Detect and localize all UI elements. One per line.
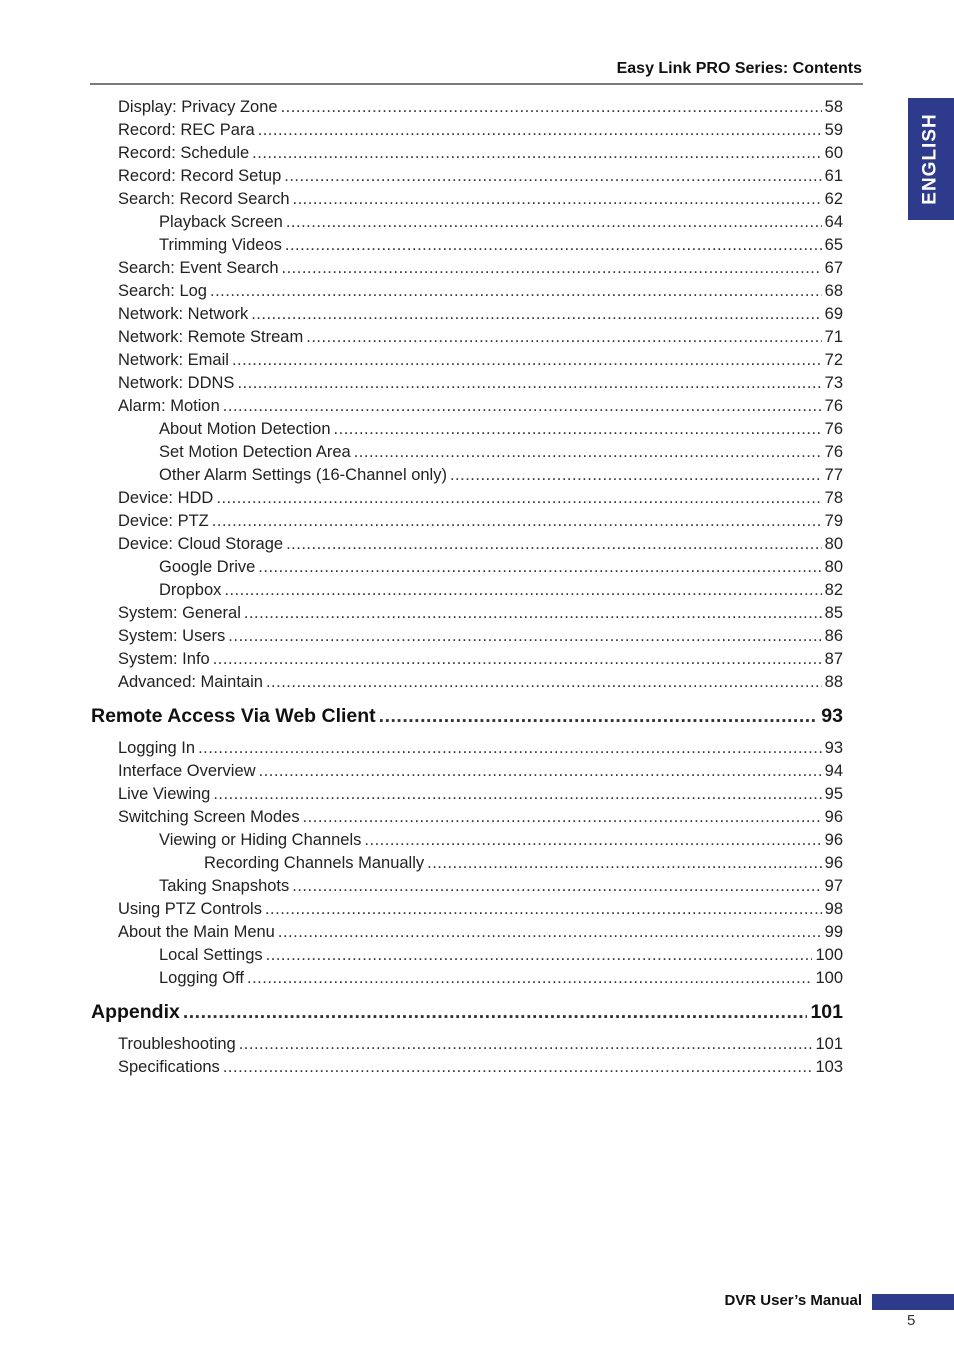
toc-entry[interactable]	[118, 625, 843, 648]
dot-leader	[303, 806, 822, 829]
dot-leader	[286, 533, 822, 556]
toc-entry-page: 101	[810, 1001, 843, 1023]
toc-entry[interactable]	[159, 464, 843, 487]
toc-entry[interactable]	[118, 671, 843, 694]
toc-entry-page: 80	[824, 535, 843, 553]
toc-entry-page: 61	[824, 167, 843, 185]
dot-leader	[354, 441, 822, 464]
toc-entry-page: 73	[824, 374, 843, 392]
toc-entry-page: 67	[824, 259, 843, 277]
toc-entry-label: Using PTZ Controls	[118, 900, 262, 918]
toc-entry-page: 100	[815, 969, 843, 987]
dot-leader	[364, 829, 821, 852]
dot-leader	[237, 372, 821, 395]
dot-leader	[285, 234, 822, 257]
toc-entry-label: Switching Screen Modes	[118, 808, 300, 826]
toc-entry[interactable]	[118, 165, 843, 188]
toc-entry[interactable]	[159, 967, 843, 990]
toc-entry[interactable]	[118, 142, 843, 165]
toc-entry-label: Record: REC Para	[118, 121, 255, 139]
toc-entry-label: Google Drive	[159, 558, 256, 576]
toc-entry-label: Dropbox	[159, 581, 222, 599]
toc-entry-label: Record: Record Setup	[118, 167, 282, 185]
toc-entry-label: Display: Privacy Zone	[118, 98, 278, 116]
dot-leader	[427, 852, 822, 875]
toc-entry[interactable]	[118, 395, 843, 418]
toc-entry[interactable]	[118, 510, 843, 533]
toc-entry-page: 96	[824, 831, 843, 849]
toc-entry-label: Specifications	[118, 1058, 220, 1076]
toc-entry-page: 96	[824, 854, 843, 872]
dot-leader	[259, 760, 822, 783]
toc-entry-page: 60	[824, 144, 843, 162]
toc-section[interactable]	[91, 698, 843, 734]
dot-leader	[244, 602, 822, 625]
toc-entry-page: 93	[821, 705, 843, 727]
toc-entry-page: 101	[815, 1035, 843, 1053]
toc-entry[interactable]	[118, 921, 843, 944]
dot-leader	[258, 119, 822, 142]
dot-leader	[265, 898, 822, 921]
toc-entry-label: Live Viewing	[118, 785, 211, 803]
toc-entry-label: Device: PTZ	[118, 512, 209, 530]
toc-entry-page: 88	[824, 673, 843, 691]
toc-entry[interactable]	[118, 737, 843, 760]
dot-leader	[450, 464, 822, 487]
dot-leader	[251, 303, 821, 326]
table-of-contents	[0, 96, 954, 1079]
header-rule	[90, 83, 863, 85]
toc-entry-label: About the Main Menu	[118, 923, 275, 941]
toc-entry-label: Recording Channels Manually	[204, 854, 425, 872]
toc-entry-label: Viewing or Hiding Channels	[159, 831, 362, 849]
dot-leader	[282, 257, 822, 280]
dot-leader	[223, 395, 822, 418]
toc-entry-label: Device: HDD	[118, 489, 214, 507]
toc-entry-label: Logging In	[118, 739, 196, 757]
dot-leader	[213, 783, 821, 806]
dot-leader	[306, 326, 821, 349]
toc-entry-label: Trimming Videos	[159, 236, 282, 254]
toc-entry[interactable]	[204, 852, 843, 875]
dot-leader	[183, 994, 808, 1030]
dot-leader	[266, 671, 822, 694]
toc-entry[interactable]	[159, 944, 843, 967]
language-tab-label: ENGLISH	[920, 113, 942, 205]
toc-entry-label: Local Settings	[159, 946, 263, 964]
dot-leader	[252, 142, 821, 165]
toc-entry-label: Set Motion Detection Area	[159, 443, 351, 461]
toc-entry-page: 68	[824, 282, 843, 300]
toc-entry-page: 62	[824, 190, 843, 208]
toc-entry-page: 58	[824, 98, 843, 116]
dot-leader	[292, 875, 821, 898]
dot-leader	[223, 1056, 813, 1079]
dot-leader	[213, 648, 822, 671]
toc-entry[interactable]	[159, 418, 843, 441]
toc-entry[interactable]	[118, 326, 843, 349]
toc-entry[interactable]	[118, 280, 843, 303]
toc-entry[interactable]	[118, 1033, 843, 1056]
toc-entry-page: 65	[824, 236, 843, 254]
toc-entry[interactable]	[118, 96, 843, 119]
footer-accent-bar	[872, 1294, 954, 1310]
dot-leader	[198, 737, 822, 760]
footer-title: DVR User’s Manual	[724, 1292, 862, 1309]
toc-entry-page: 80	[824, 558, 843, 576]
toc-entry-page: 93	[824, 739, 843, 757]
toc-entry-page: 78	[824, 489, 843, 507]
toc-entry-page: 64	[824, 213, 843, 231]
toc-entry-page: 71	[824, 328, 843, 346]
toc-entry-label: Device: Cloud Storage	[118, 535, 284, 553]
toc-entry[interactable]	[118, 533, 843, 556]
toc-entry[interactable]	[118, 602, 843, 625]
toc-entry-page: 76	[824, 420, 843, 438]
toc-entry-page: 69	[824, 305, 843, 323]
toc-entry-page: 98	[824, 900, 843, 918]
toc-entry-label: System: Users	[118, 627, 226, 645]
toc-entry-page: 86	[824, 627, 843, 645]
toc-entry[interactable]	[159, 829, 843, 852]
dot-leader	[228, 625, 821, 648]
toc-entry[interactable]	[159, 211, 843, 234]
toc-entry-label: System: General	[118, 604, 241, 622]
toc-entry[interactable]	[118, 372, 843, 395]
toc-entry-label: Alarm: Motion	[118, 397, 220, 415]
toc-entry-label: Network: Email	[118, 351, 229, 369]
dot-leader	[239, 1033, 813, 1056]
toc-entry[interactable]	[118, 257, 843, 280]
toc-entry-page: 96	[824, 808, 843, 826]
dot-leader	[216, 487, 821, 510]
toc-entry-page: 85	[824, 604, 843, 622]
toc-entry-label: Appendix	[91, 1001, 180, 1023]
toc-entry-page: 82	[824, 581, 843, 599]
toc-entry-page: 95	[824, 785, 843, 803]
toc-entry-label: System: Info	[118, 650, 210, 668]
toc-entry-page: 87	[824, 650, 843, 668]
toc-entry-label: About Motion Detection	[159, 420, 331, 438]
toc-entry-label: Interface Overview	[118, 762, 256, 780]
toc-entry-label: Search: Event Search	[118, 259, 279, 277]
toc-entry-label: Other Alarm Settings (16-Channel only)	[159, 466, 447, 484]
dot-leader	[232, 349, 822, 372]
dot-leader	[212, 510, 822, 533]
toc-entry-page: 97	[824, 877, 843, 895]
dot-leader	[266, 944, 813, 967]
toc-entry-page: 100	[815, 946, 843, 964]
toc-entry[interactable]	[118, 303, 843, 326]
dot-leader	[293, 188, 822, 211]
dot-leader	[210, 280, 822, 303]
dot-leader	[247, 967, 812, 990]
toc-entry[interactable]	[118, 898, 843, 921]
page-number: 5	[907, 1312, 916, 1329]
toc-entry[interactable]	[159, 234, 843, 257]
toc-entry-page: 99	[824, 923, 843, 941]
toc-entry-page: 76	[824, 397, 843, 415]
dot-leader	[224, 579, 821, 602]
toc-entry-page: 77	[824, 466, 843, 484]
toc-entry-label: Network: DDNS	[118, 374, 235, 392]
toc-entry[interactable]	[118, 487, 843, 510]
toc-entry-page: 103	[815, 1058, 843, 1076]
dot-leader	[278, 921, 822, 944]
toc-entry-label: Remote Access Via Web Client	[91, 705, 376, 727]
toc-entry[interactable]	[159, 875, 843, 898]
toc-entry[interactable]	[159, 556, 843, 579]
toc-entry-label: Network: Network	[118, 305, 249, 323]
toc-entry-label: Troubleshooting	[118, 1035, 236, 1053]
toc-entry-label: Search: Log	[118, 282, 207, 300]
toc-entry[interactable]	[118, 783, 843, 806]
toc-entry-page: 72	[824, 351, 843, 369]
toc-entry-page: 79	[824, 512, 843, 530]
toc-entry[interactable]	[118, 349, 843, 372]
toc-entry-label: Advanced: Maintain	[118, 673, 263, 691]
dot-leader	[379, 698, 819, 734]
dot-leader	[284, 165, 821, 188]
toc-entry-page: 59	[824, 121, 843, 139]
dot-leader	[286, 211, 822, 234]
toc-entry[interactable]	[118, 806, 843, 829]
toc-entry[interactable]	[118, 760, 843, 783]
toc-entry-label: Taking Snapshots	[159, 877, 290, 895]
toc-entry[interactable]	[159, 441, 843, 464]
toc-section[interactable]	[91, 994, 843, 1030]
dot-leader	[334, 418, 822, 441]
toc-entry[interactable]	[118, 119, 843, 142]
toc-entry-label: Record: Schedule	[118, 144, 250, 162]
toc-entry-label: Network: Remote Stream	[118, 328, 304, 346]
toc-entry-page: 76	[824, 443, 843, 461]
toc-entry[interactable]	[118, 188, 843, 211]
toc-entry[interactable]	[118, 1056, 843, 1079]
running-header-title: Easy Link PRO Series: Contents	[616, 60, 862, 77]
dot-leader	[258, 556, 821, 579]
toc-entry-label: Logging Off	[159, 969, 245, 987]
toc-entry[interactable]	[159, 579, 843, 602]
toc-entry[interactable]	[118, 648, 843, 671]
dot-leader	[281, 96, 822, 119]
toc-entry-page: 94	[824, 762, 843, 780]
toc-entry-label: Playback Screen	[159, 213, 283, 231]
toc-entry-label: Search: Record Search	[118, 190, 290, 208]
